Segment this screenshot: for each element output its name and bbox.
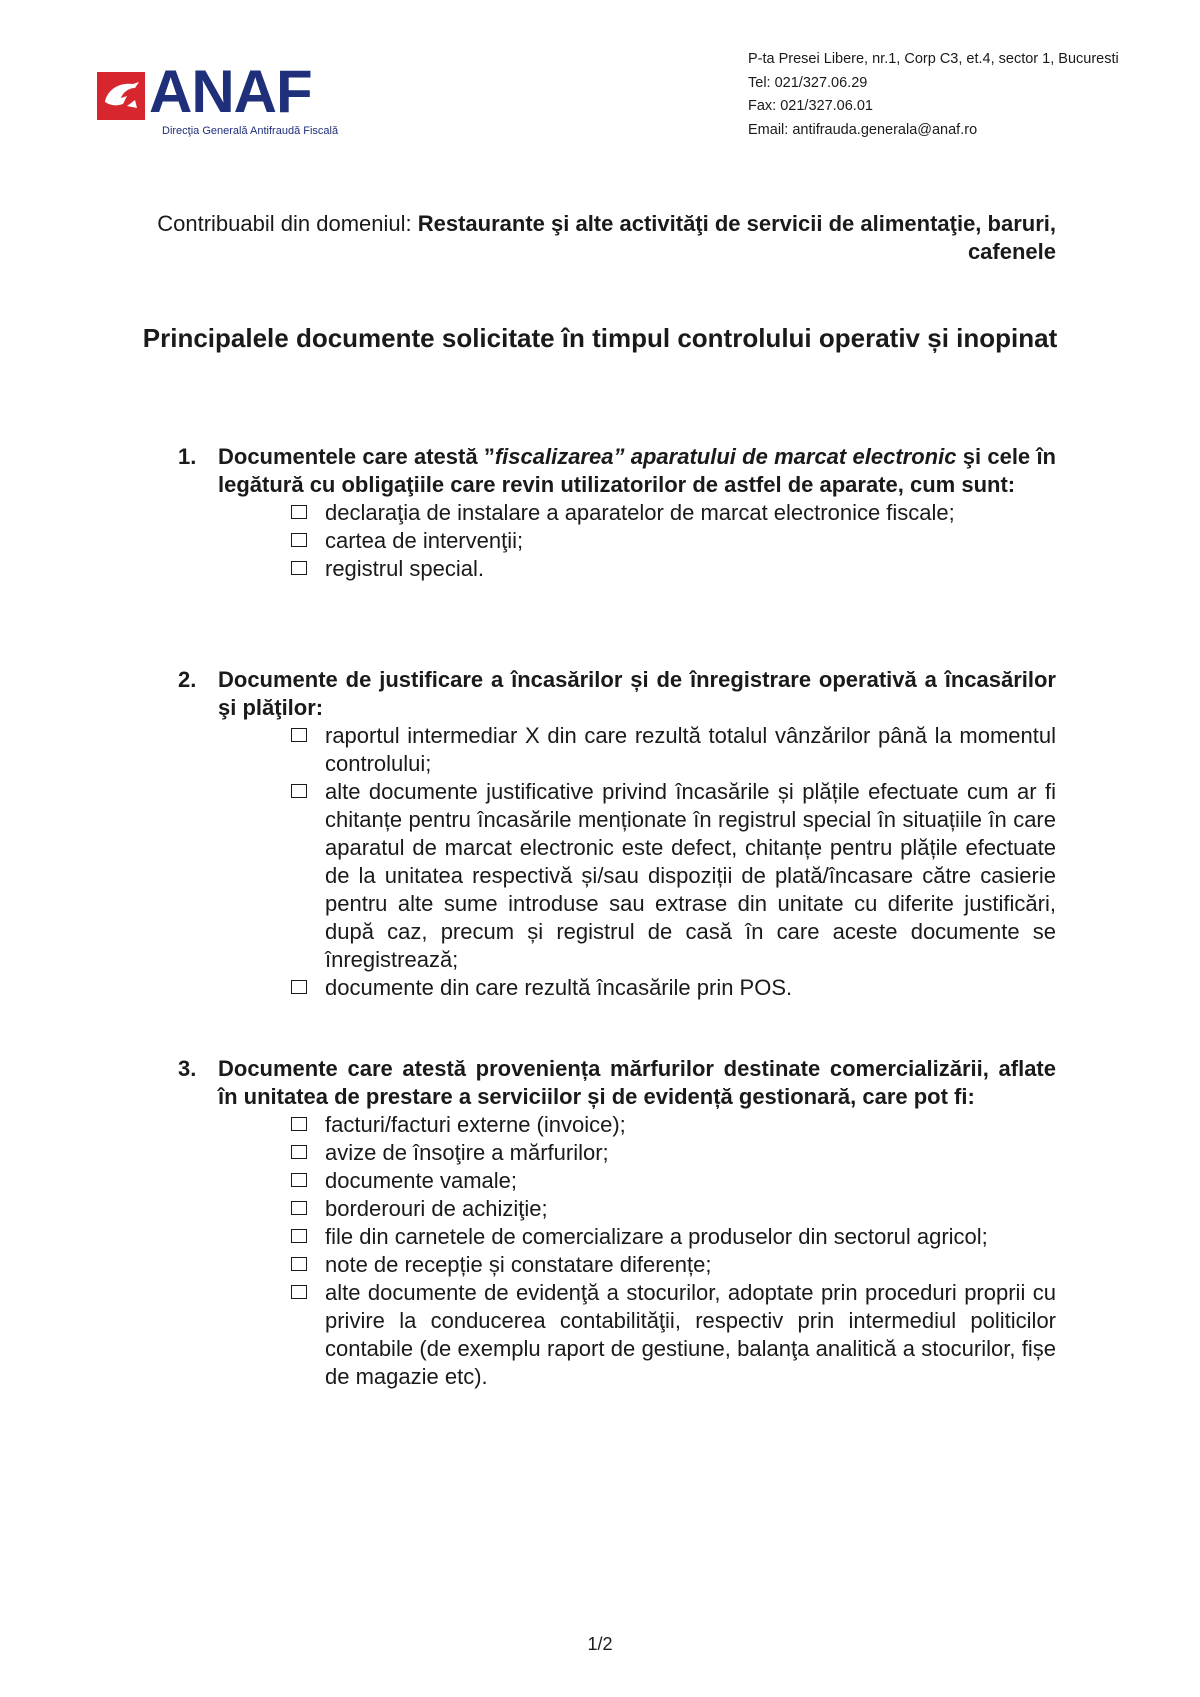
contact-phone: Tel: 021/327.06.29 <box>748 74 868 91</box>
heading-emphasis: fiscalizarea” aparatului de marcat electronic <box>494 444 957 469</box>
list-item-text: registrul special. <box>325 556 484 581</box>
logo-wordmark: ANAF <box>149 58 312 125</box>
list-item <box>291 974 1056 1002</box>
logo-subtitle: Direcţia Generală Antifraudă Fiscală <box>162 125 339 137</box>
heading-part: Documentele care atestă ” <box>218 444 495 469</box>
contact-fax: Fax: 021/327.06.01 <box>748 98 873 114</box>
list-item <box>291 1279 1056 1391</box>
list-item <box>291 1139 1056 1167</box>
list-item-text: note de recepție și constatare diferențe; <box>325 1252 712 1277</box>
checkbox-icon <box>291 1285 307 1299</box>
list-item-text: facturi/facturi externe (invoice); <box>325 1112 626 1137</box>
list-item <box>291 499 1056 527</box>
section-1 <box>178 443 1056 583</box>
list-item <box>291 555 1056 583</box>
contact-address: P-ta Presei Libere, nr.1, Corp C3, et.4, sector 1, Bucuresti <box>748 51 1119 67</box>
section-number: 3. <box>178 1056 197 1081</box>
list-item-text: documente din care rezultă încasările prin POS. <box>325 975 793 1000</box>
checkbox-icon <box>291 561 307 575</box>
checkbox-icon <box>291 533 307 547</box>
list-item <box>291 1195 1056 1223</box>
section-heading-text <box>218 443 1056 499</box>
section-number: 1. <box>178 444 197 469</box>
list-item <box>291 722 1056 778</box>
checkbox-icon <box>291 1229 307 1243</box>
section-heading-text: Documente care atestă proveniența mărfurilor destinate comercializării, aflate în unitatea de prestare a serviciilor și de evidență gestionară, care pot fi: <box>218 1056 1056 1109</box>
list-item-text: declaraţia de instalare a aparatelor de marcat electronice fiscale; <box>325 500 955 525</box>
subject-domain: Restaurante şi alte activităţi de servicii de alimentaţie, baruri, cafenele <box>417 211 1056 264</box>
list-item <box>291 778 1056 974</box>
list-item <box>291 1251 1056 1279</box>
list-item-text: cartea de intervenţii; <box>325 528 524 553</box>
subject-line <box>140 210 1056 266</box>
section-number: 2. <box>178 667 197 692</box>
checkbox-icon <box>291 784 307 798</box>
checkbox-icon <box>291 1257 307 1271</box>
contact-block <box>748 48 1119 142</box>
list-item <box>291 1167 1056 1195</box>
section-heading <box>178 666 1056 722</box>
list-item <box>291 1223 1056 1251</box>
list-item-text: raportul intermediar X din care rezultă totalul vânzărilor până la momentul controlului; <box>325 723 1056 776</box>
list-item <box>291 527 1056 555</box>
list-item-text: borderouri de achiziţie; <box>325 1196 548 1221</box>
document-list <box>178 722 1056 1002</box>
checkbox-icon <box>291 728 307 742</box>
document-title: Principalele documente solicitate în timpul controlului operativ și inopinat <box>142 323 1058 353</box>
list-item-text: file din carnetele de comercializare a produselor din sectorul agricol; <box>325 1224 988 1249</box>
contact-email: Email: antifrauda.generala@anaf.ro <box>748 121 978 138</box>
list-item-text: alte documente de evidenţă a stocurilor, adoptate prin proceduri proprii cu privire la conducerea contabilităţii, respectiv prin intermediul politicilor contabile (de exemplu raport de gestiune, balanţa analitică a stocurilor, fișe de magazie etc). <box>325 1280 1056 1389</box>
list-item-text: avize de însoţire a mărfurilor; <box>325 1140 609 1165</box>
checkbox-icon <box>291 505 307 519</box>
eagle-icon <box>97 72 145 120</box>
checkbox-icon <box>291 1201 307 1215</box>
section-2 <box>178 666 1056 1002</box>
subject-label: Contribuabil din domeniul: <box>157 211 412 236</box>
section-3 <box>178 1055 1056 1391</box>
list-item-text: alte documente justificative privind încasările și plățile efectuate cum ar fi chitanțe pentru încasările menționate în registrul special în situațiile în care aparatul de marcat electronic este defect, chitanțe pentru plățile efectuate de la unitatea respectivă și/sau dispoziții de plată/încasare către casierie pentru alte sume introduse sau extrase din unitate cu diferite justificări, după caz, precum și registrul de casă în care aceste documente se înregistrează; <box>325 779 1056 972</box>
section-heading <box>178 1055 1056 1111</box>
list-item-text: documente vamale; <box>325 1168 517 1193</box>
document-list <box>178 1111 1056 1391</box>
section-heading <box>178 443 1056 499</box>
page-number: 1/2 <box>587 1634 613 1654</box>
checkbox-icon <box>291 1117 307 1131</box>
list-item <box>291 1111 1056 1139</box>
checkbox-icon <box>291 1173 307 1187</box>
anaf-logo <box>97 58 377 142</box>
checkbox-icon <box>291 980 307 994</box>
heading-part: şi cele în legătură cu obligaţiile care revin utilizatorilor de astfel de aparate, cum sunt: <box>218 444 1056 497</box>
section-heading-text: Documente de justificare a încasărilor și de înregistrare operativă a încasărilor şi plăţilor: <box>218 667 1056 720</box>
checkbox-icon <box>291 1145 307 1159</box>
document-list <box>178 499 1056 583</box>
